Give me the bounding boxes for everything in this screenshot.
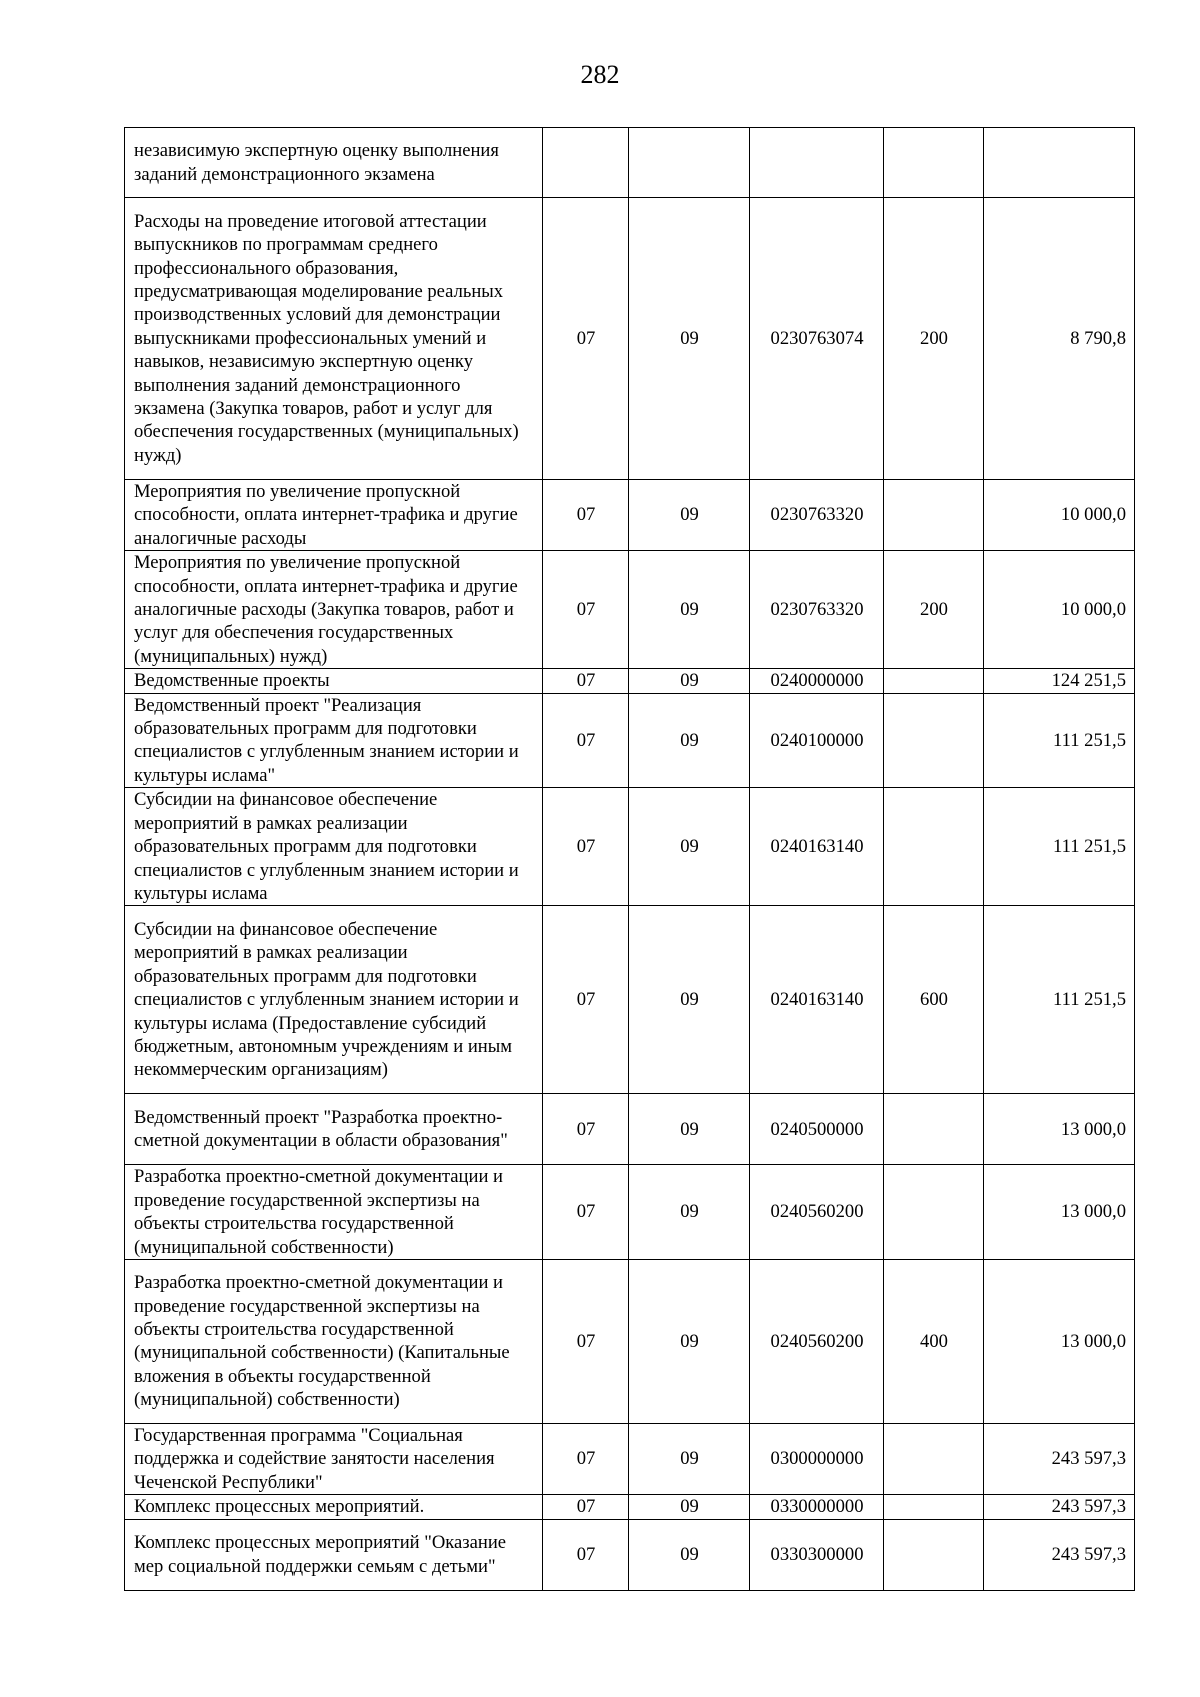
table-row (125, 128, 1135, 198)
row-section: 07 (543, 693, 629, 788)
table-row (125, 669, 1135, 693)
row-subsection: 09 (629, 1165, 750, 1260)
table-row (125, 1259, 1135, 1423)
table-row (125, 1519, 1135, 1590)
row-expense-type (884, 693, 984, 788)
row-amount: 10 000,0 (984, 480, 1135, 551)
row-amount: 10 000,0 (984, 551, 1135, 669)
row-amount: 111 251,5 (984, 693, 1135, 788)
row-amount: 243 597,3 (984, 1423, 1135, 1494)
table-row (125, 480, 1135, 551)
row-expense-type (884, 788, 984, 906)
row-subsection: 09 (629, 906, 750, 1094)
table-row (125, 788, 1135, 906)
row-subsection: 09 (629, 551, 750, 669)
table-row (125, 693, 1135, 788)
row-amount: 243 597,3 (984, 1519, 1135, 1590)
table-row (125, 906, 1135, 1094)
row-section: 07 (543, 669, 629, 693)
row-name: Ведомственный проект "Разработка проектно-сметной документации в области образования" (125, 1094, 543, 1165)
row-section: 07 (543, 1519, 629, 1590)
row-target-article: 0330300000 (750, 1519, 884, 1590)
row-subsection: 09 (629, 1423, 750, 1494)
row-expense-type (884, 669, 984, 693)
row-subsection: 09 (629, 198, 750, 480)
row-expense-type (884, 1165, 984, 1260)
row-section: 07 (543, 551, 629, 669)
row-amount: 8 790,8 (984, 198, 1135, 480)
table-row (125, 198, 1135, 480)
budget-table (124, 127, 1135, 1591)
row-target-article: 0330000000 (750, 1495, 884, 1519)
row-section: 07 (543, 906, 629, 1094)
row-section: 07 (543, 1259, 629, 1423)
row-expense-type: 200 (884, 551, 984, 669)
row-target-article: 0240163140 (750, 906, 884, 1094)
row-amount: 13 000,0 (984, 1259, 1135, 1423)
row-subsection: 09 (629, 788, 750, 906)
table-row (125, 1423, 1135, 1494)
row-expense-type (884, 480, 984, 551)
row-expense-type (884, 128, 984, 198)
row-section: 07 (543, 1094, 629, 1165)
row-name: Субсидии на финансовое обеспечение мероприятий в рамках реализации образовательных программ для подготовки специалистов с углубленным знанием истории и культуры ислама (125, 788, 543, 906)
row-amount: 243 597,3 (984, 1495, 1135, 1519)
row-amount: 13 000,0 (984, 1094, 1135, 1165)
row-name: Разработка проектно-сметной документации и проведение государственной экспертизы на объекты строительства государственной (муниципальной собственности) (Капитальные вложения в объекты государственной (муниципальной) собственности) (125, 1259, 543, 1423)
table-row (125, 1094, 1135, 1165)
row-section: 07 (543, 1165, 629, 1260)
row-subsection: 09 (629, 1495, 750, 1519)
row-name: Мероприятия по увеличение пропускной способности, оплата интернет-трафика и другие аналогичные расходы (Закупка товаров, работ и услуг для обеспечения государственных (муниципальных) нужд) (125, 551, 543, 669)
row-name: независимую экспертную оценку выполнения заданий демонстрационного экзамена (125, 128, 543, 198)
row-target-article: 0230763074 (750, 198, 884, 480)
row-name: Государственная программа "Социальная поддержка и содействие занятости населения Чеченской Республики" (125, 1423, 543, 1494)
row-expense-type: 600 (884, 906, 984, 1094)
row-target-article: 0240560200 (750, 1259, 884, 1423)
row-expense-type: 400 (884, 1259, 984, 1423)
row-target-article: 0230763320 (750, 480, 884, 551)
row-expense-type (884, 1495, 984, 1519)
row-target-article: 0300000000 (750, 1423, 884, 1494)
row-section: 07 (543, 1423, 629, 1494)
row-subsection: 09 (629, 480, 750, 551)
row-section (543, 128, 629, 198)
row-expense-type (884, 1519, 984, 1590)
row-subsection (629, 128, 750, 198)
row-expense-type: 200 (884, 198, 984, 480)
row-subsection: 09 (629, 693, 750, 788)
row-name: Субсидии на финансовое обеспечение мероприятий в рамках реализации образовательных программ для подготовки специалистов с углубленным знанием истории и культуры ислама (Предоставление субсидий бюджетным, автономным учреждениям и иным некоммерческим организациям) (125, 906, 543, 1094)
table-row (125, 1165, 1135, 1260)
row-target-article: 0240500000 (750, 1094, 884, 1165)
row-subsection: 09 (629, 1094, 750, 1165)
row-section: 07 (543, 1495, 629, 1519)
row-expense-type (884, 1423, 984, 1494)
row-target-article: 0240163140 (750, 788, 884, 906)
row-amount: 124 251,5 (984, 669, 1135, 693)
table-row (125, 1495, 1135, 1519)
row-name: Комплекс процессных мероприятий. (125, 1495, 543, 1519)
row-subsection: 09 (629, 1259, 750, 1423)
row-section: 07 (543, 198, 629, 480)
row-amount: 111 251,5 (984, 906, 1135, 1094)
row-target-article: 0240560200 (750, 1165, 884, 1260)
row-name: Ведомственные проекты (125, 669, 543, 693)
row-name: Расходы на проведение итоговой аттестации выпускников по программам среднего профессионального образования, предусматривающая моделирование реальных производственных условий для демонстрации выпускниками профессиональных умений и навыков, независимую экспертную оценку выполнения заданий демонстрационного экзамена (Закупка товаров, работ и услуг для обеспечения государственных (муниципальных) нужд) (125, 198, 543, 480)
row-section: 07 (543, 480, 629, 551)
row-name: Разработка проектно-сметной документации и проведение государственной экспертизы на объекты строительства государственной (муниципальной собственности) (125, 1165, 543, 1260)
row-expense-type (884, 1094, 984, 1165)
row-target-article: 0240000000 (750, 669, 884, 693)
row-amount: 111 251,5 (984, 788, 1135, 906)
row-amount: 13 000,0 (984, 1165, 1135, 1260)
row-target-article (750, 128, 884, 198)
row-name: Мероприятия по увеличение пропускной способности, оплата интернет-трафика и другие аналогичные расходы (125, 480, 543, 551)
row-subsection: 09 (629, 669, 750, 693)
table-row (125, 551, 1135, 669)
row-target-article: 0240100000 (750, 693, 884, 788)
row-amount (984, 128, 1135, 198)
row-section: 07 (543, 788, 629, 906)
row-name: Ведомственный проект "Реализация образовательных программ для подготовки специалистов с углубленным знанием истории и культуры ислама" (125, 693, 543, 788)
row-target-article: 0230763320 (750, 551, 884, 669)
row-subsection: 09 (629, 1519, 750, 1590)
page-number: 282 (580, 60, 620, 89)
row-name: Комплекс процессных мероприятий "Оказание мер социальной поддержки семьям с детьми" (125, 1519, 543, 1590)
